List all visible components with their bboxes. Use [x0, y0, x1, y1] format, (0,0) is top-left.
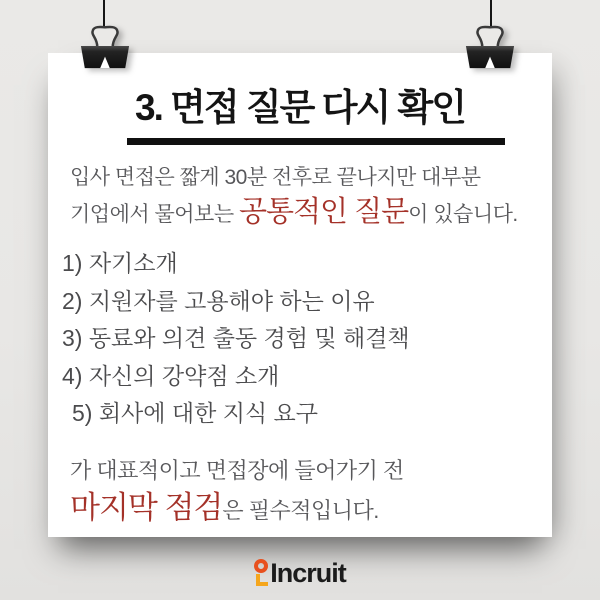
list-item: 5) 회사에 대한 지식 요구: [72, 400, 318, 426]
list-item: 2) 지원자를 고용해야 하는 이유: [62, 287, 375, 314]
intro-paragraph: [70, 159, 518, 233]
outro-line1: 가 대표적이고 면접장에 들어가기 전: [70, 458, 404, 483]
brand-footer: [0, 558, 600, 589]
intro-line2-suffix: 이 있습니다.: [408, 203, 518, 226]
list-item: 4) 자신의 강약점 소개: [62, 362, 280, 389]
intro-line1: 입사 면접은 짧게 30분 전후로 끝나지만 대부분: [70, 166, 481, 189]
intro-highlight: 공통적인 질문: [238, 196, 409, 228]
list-item: 3) 동료와 의견 출동 경험 및 해결책: [62, 325, 410, 351]
brand-name: Incruit: [270, 558, 346, 588]
binder-clip-icon: [461, 20, 519, 72]
incruit-logo-icon: [254, 558, 269, 589]
title-underline: [127, 138, 505, 145]
question-list: [62, 252, 410, 440]
outro-line2-suffix: 은 필수적입니다.: [222, 498, 379, 523]
page-title: 3. 면접 질문 다시 확인: [135, 87, 465, 128]
intro-line2-prefix: 기업에서 물어보는: [70, 203, 239, 226]
paper-card: [48, 53, 552, 537]
binder-clip-icon: [76, 20, 134, 72]
list-item: 1) 자기소개: [62, 250, 178, 276]
logo-l-icon: [256, 574, 268, 586]
outro-paragraph: [70, 451, 404, 531]
outro-highlight: 마지막 점검: [70, 490, 223, 525]
logo-ring-icon: [254, 559, 268, 573]
